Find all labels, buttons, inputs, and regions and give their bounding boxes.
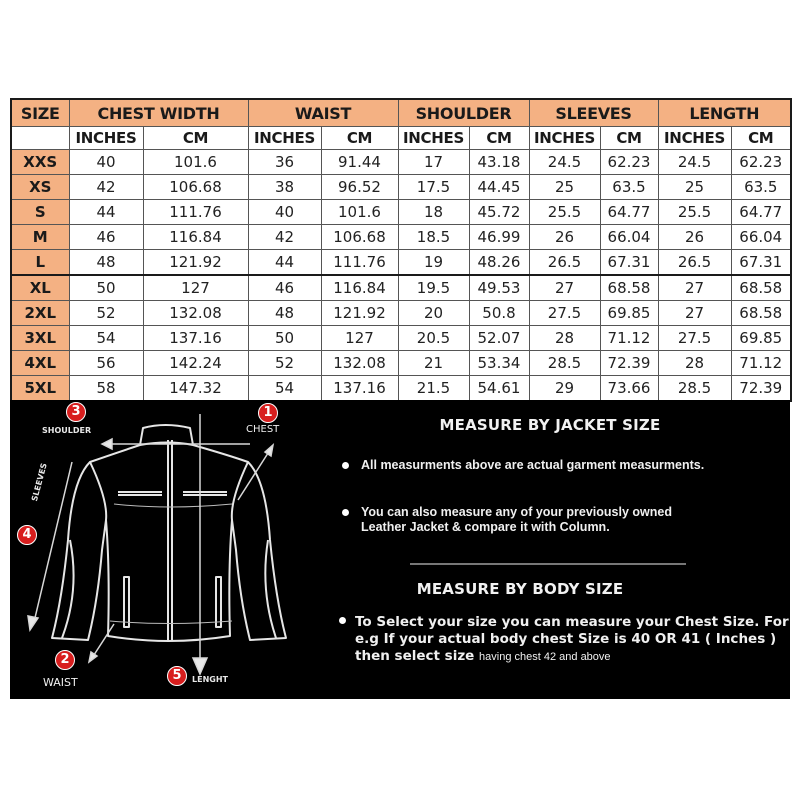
cell-shoulder-in: 17 [398, 150, 469, 175]
body-size-heading: MEASURE BY BODY SIZE [416, 580, 624, 598]
cell-sleeves-in: 27.5 [529, 301, 600, 326]
cell-waist-in: 46 [248, 275, 321, 301]
cell-shoulder-in: 20 [398, 301, 469, 326]
cell-length-cm: 66.04 [731, 225, 791, 250]
measurement-guide-panel [10, 400, 790, 699]
size-label: M [11, 225, 69, 250]
cell-sleeves-in: 26.5 [529, 250, 600, 276]
cell-length-in: 28 [658, 351, 731, 376]
header-waist: WAIST [248, 99, 398, 127]
unit-cm: CM [731, 127, 791, 150]
header-size: SIZE [11, 99, 69, 127]
cell-waist-cm: 121.92 [321, 301, 398, 326]
cell-length-in: 25 [658, 175, 731, 200]
cell-waist-in: 48 [248, 301, 321, 326]
cell-sleeves-in: 25 [529, 175, 600, 200]
cell-length-cm: 67.31 [731, 250, 791, 276]
cell-shoulder-in: 21.5 [398, 376, 469, 402]
bullet-dot-icon [339, 617, 346, 624]
bullet-dot-icon [342, 462, 349, 469]
cell-chest-cm: 147.32 [143, 376, 248, 402]
cell-shoulder-in: 17.5 [398, 175, 469, 200]
header-length: LENGTH [658, 99, 791, 127]
body-bullet: To Select your size you can measure your Chest Size. For e.g If your actual body chest Size is 40 OR 41 ( Inches ) then select size having chest 42 and above [355, 614, 789, 666]
cell-shoulder-in: 20.5 [398, 326, 469, 351]
cell-chest-in: 58 [69, 376, 143, 402]
cell-sleeves-in: 25.5 [529, 200, 600, 225]
cell-chest-cm: 127 [143, 275, 248, 301]
header-blank [11, 127, 69, 150]
section-divider [410, 563, 686, 565]
header-group-row [11, 99, 791, 127]
cell-waist-cm: 101.6 [321, 200, 398, 225]
table-row [11, 376, 791, 402]
table-row [11, 326, 791, 351]
cell-sleeves-in: 26 [529, 225, 600, 250]
header-unit-row [11, 127, 791, 150]
size-label: 3XL [11, 326, 69, 351]
cell-shoulder-cm: 46.99 [469, 225, 529, 250]
cell-shoulder-in: 19.5 [398, 275, 469, 301]
header-sleeves: SLEEVES [529, 99, 658, 127]
marker-chest-badge: 1 [258, 403, 278, 423]
jacket-diagram [10, 400, 310, 699]
instructions [310, 400, 790, 699]
marker-waist-label: WAIST [43, 676, 78, 689]
cell-waist-cm: 116.84 [321, 275, 398, 301]
size-label: S [11, 200, 69, 225]
cell-shoulder-cm: 44.45 [469, 175, 529, 200]
unit-cm: CM [143, 127, 248, 150]
cell-shoulder-in: 18.5 [398, 225, 469, 250]
cell-chest-in: 40 [69, 150, 143, 175]
cell-length-cm: 64.77 [731, 200, 791, 225]
cell-chest-cm: 111.76 [143, 200, 248, 225]
cell-shoulder-cm: 45.72 [469, 200, 529, 225]
cell-shoulder-cm: 48.26 [469, 250, 529, 276]
cell-shoulder-in: 18 [398, 200, 469, 225]
unit-cm: CM [469, 127, 529, 150]
cell-length-in: 28.5 [658, 376, 731, 402]
cell-sleeves-cm: 72.39 [600, 351, 658, 376]
cell-length-in: 27 [658, 275, 731, 301]
size-label: XS [11, 175, 69, 200]
cell-length-cm: 69.85 [731, 326, 791, 351]
cell-chest-cm: 116.84 [143, 225, 248, 250]
cell-waist-in: 42 [248, 225, 321, 250]
cell-length-cm: 68.58 [731, 275, 791, 301]
cell-length-cm: 63.5 [731, 175, 791, 200]
unit-cm: CM [600, 127, 658, 150]
cell-shoulder-cm: 49.53 [469, 275, 529, 301]
size-label: L [11, 250, 69, 276]
cell-chest-cm: 101.6 [143, 150, 248, 175]
cell-chest-in: 50 [69, 275, 143, 301]
unit-inches: INCHES [69, 127, 143, 150]
cell-shoulder-in: 21 [398, 351, 469, 376]
marker-shoulder-badge: 3 [66, 402, 86, 422]
cell-length-cm: 68.58 [731, 301, 791, 326]
cell-shoulder-cm: 54.61 [469, 376, 529, 402]
jacket-bullet-1: All measurments above are actual garment measurments. [361, 458, 704, 473]
cell-waist-in: 50 [248, 326, 321, 351]
cell-waist-in: 40 [248, 200, 321, 225]
cell-sleeves-cm: 69.85 [600, 301, 658, 326]
header-chest-width: CHEST WIDTH [69, 99, 248, 127]
cell-sleeves-in: 24.5 [529, 150, 600, 175]
header-shoulder: SHOULDER [398, 99, 529, 127]
table-body [11, 150, 791, 402]
unit-inches: INCHES [248, 127, 321, 150]
cell-length-in: 26.5 [658, 250, 731, 276]
marker-sleeves-label: SLEEVES [30, 462, 49, 503]
cell-sleeves-cm: 66.04 [600, 225, 658, 250]
cell-chest-cm: 142.24 [143, 351, 248, 376]
cell-sleeves-cm: 67.31 [600, 250, 658, 276]
jacket-size-heading: MEASURE BY JACKET SIZE [439, 416, 661, 434]
cell-chest-cm: 137.16 [143, 326, 248, 351]
marker-chest-label: CHEST [246, 424, 280, 435]
table-row [11, 175, 791, 200]
cell-waist-cm: 96.52 [321, 175, 398, 200]
cell-waist-in: 36 [248, 150, 321, 175]
size-label: XL [11, 275, 69, 301]
jacket-bullet-2: You can also measure any of your previously owned Leather Jacket & compare it with Column. [361, 505, 672, 535]
cell-sleeves-cm: 71.12 [600, 326, 658, 351]
cell-shoulder-in: 19 [398, 250, 469, 276]
unit-inches: INCHES [658, 127, 731, 150]
cell-shoulder-cm: 50.8 [469, 301, 529, 326]
cell-length-in: 27.5 [658, 326, 731, 351]
cell-waist-cm: 106.68 [321, 225, 398, 250]
cell-chest-in: 46 [69, 225, 143, 250]
cell-length-cm: 62.23 [731, 150, 791, 175]
table-row [11, 200, 791, 225]
cell-waist-cm: 91.44 [321, 150, 398, 175]
cell-chest-cm: 121.92 [143, 250, 248, 276]
cell-sleeves-cm: 62.23 [600, 150, 658, 175]
bullet-dot-icon [342, 509, 349, 516]
cell-chest-in: 56 [69, 351, 143, 376]
unit-inches: INCHES [398, 127, 469, 150]
cell-waist-cm: 137.16 [321, 376, 398, 402]
size-label: 5XL [11, 376, 69, 402]
cell-chest-in: 44 [69, 200, 143, 225]
cell-length-in: 27 [658, 301, 731, 326]
cell-chest-cm: 106.68 [143, 175, 248, 200]
marker-length-badge: 5 [167, 666, 187, 686]
cell-sleeves-in: 28.5 [529, 351, 600, 376]
marker-sleeves-badge: 4 [17, 525, 37, 545]
cell-sleeves-cm: 73.66 [600, 376, 658, 402]
cell-sleeves-in: 27 [529, 275, 600, 301]
cell-waist-in: 38 [248, 175, 321, 200]
cell-length-in: 25.5 [658, 200, 731, 225]
marker-shoulder-label: SHOULDER [42, 426, 92, 435]
cell-waist-cm: 111.76 [321, 250, 398, 276]
size-label: 2XL [11, 301, 69, 326]
cell-waist-in: 44 [248, 250, 321, 276]
cell-length-cm: 71.12 [731, 351, 791, 376]
cell-chest-in: 54 [69, 326, 143, 351]
table-row [11, 250, 791, 276]
marker-length-label: LENGHT [192, 675, 228, 684]
cell-sleeves-cm: 68.58 [600, 275, 658, 301]
table-row [11, 225, 791, 250]
cell-length-cm: 72.39 [731, 376, 791, 402]
cell-sleeves-cm: 63.5 [600, 175, 658, 200]
size-label: XXS [11, 150, 69, 175]
cell-shoulder-cm: 43.18 [469, 150, 529, 175]
cell-waist-cm: 132.08 [321, 351, 398, 376]
cell-sleeves-cm: 64.77 [600, 200, 658, 225]
cell-length-in: 26 [658, 225, 731, 250]
table-row [11, 150, 791, 175]
cell-shoulder-cm: 53.34 [469, 351, 529, 376]
cell-chest-in: 48 [69, 250, 143, 276]
cell-waist-cm: 127 [321, 326, 398, 351]
cell-waist-in: 54 [248, 376, 321, 402]
cell-length-in: 24.5 [658, 150, 731, 175]
cell-chest-in: 42 [69, 175, 143, 200]
size-chart-table [10, 98, 792, 402]
unit-inches: INCHES [529, 127, 600, 150]
cell-chest-cm: 132.08 [143, 301, 248, 326]
table-row [11, 351, 791, 376]
jacket-outline-icon [10, 400, 310, 699]
marker-waist-badge: 2 [55, 650, 75, 670]
cell-shoulder-cm: 52.07 [469, 326, 529, 351]
cell-chest-in: 52 [69, 301, 143, 326]
table-row [11, 275, 791, 301]
unit-cm: CM [321, 127, 398, 150]
cell-sleeves-in: 29 [529, 376, 600, 402]
cell-sleeves-in: 28 [529, 326, 600, 351]
size-label: 4XL [11, 351, 69, 376]
cell-waist-in: 52 [248, 351, 321, 376]
table-row [11, 301, 791, 326]
